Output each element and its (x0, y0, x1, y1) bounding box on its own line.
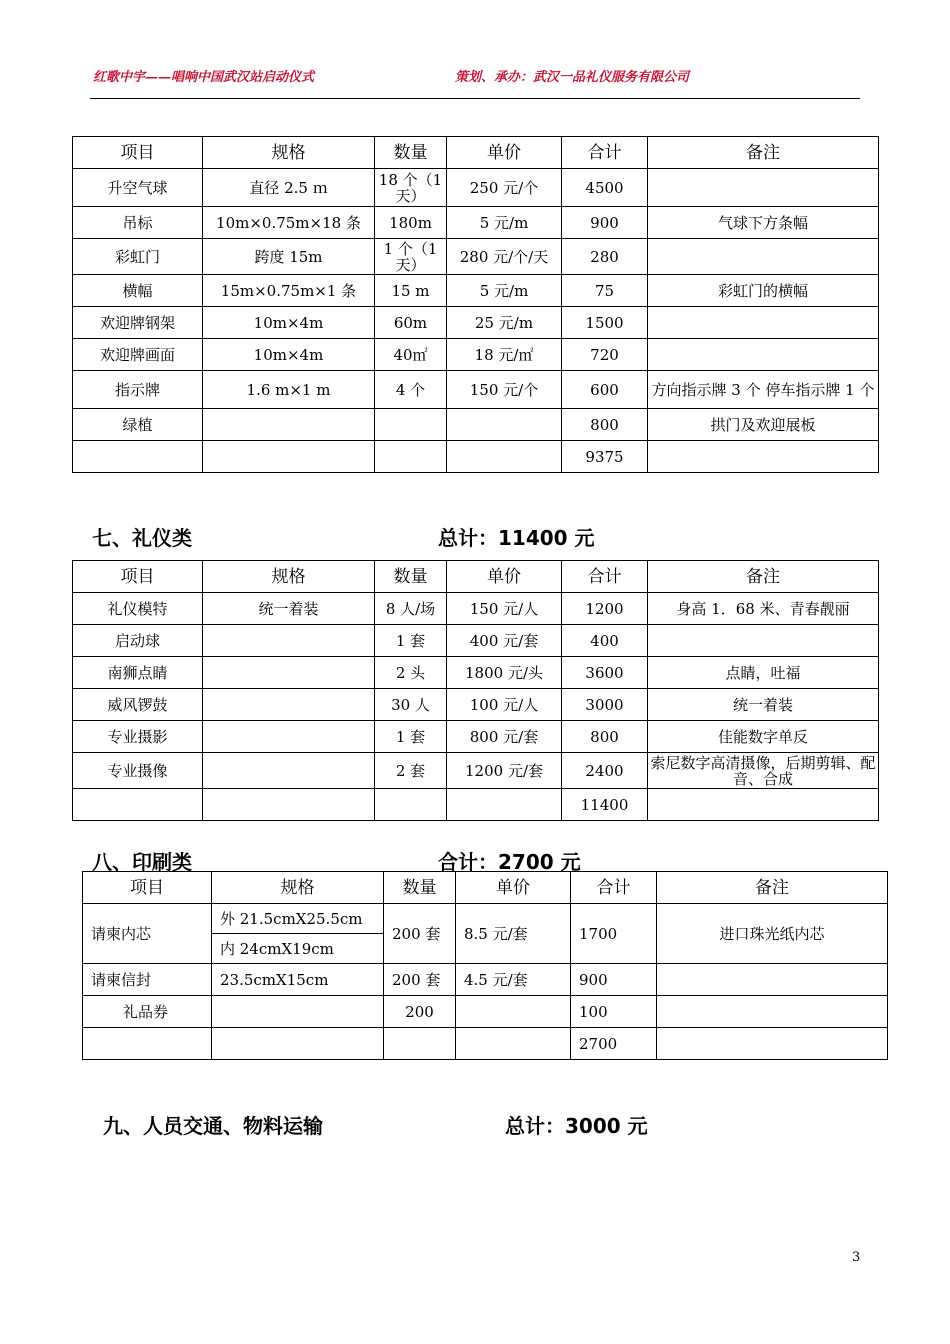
cell-price (447, 409, 562, 441)
cell-spec: 1.6 m×1 m (203, 371, 375, 409)
header-right-organizer: 策划、承办：武汉一品礼仪服务有限公司 (455, 70, 690, 85)
cell-total: 1500 (562, 307, 648, 339)
cell-price: 800 元/套 (447, 721, 562, 753)
cell-qty: 30 人 (375, 689, 447, 721)
cell-total: 75 (562, 275, 648, 307)
cell-note: 身高 1．68 米、青春靓丽 (648, 593, 879, 625)
cell-qty: 1 套 (375, 721, 447, 753)
col-header-price: 单价 (447, 561, 562, 593)
cell-qty (375, 789, 447, 821)
cell-price (447, 441, 562, 473)
invite-item: 请柬内芯 (83, 904, 212, 964)
cell-item: 升空气球 (73, 169, 203, 207)
table-row (83, 904, 888, 934)
cell-note (648, 339, 879, 371)
cell-total: 280 (562, 239, 648, 275)
cell-item: 礼品券 (83, 996, 212, 1028)
cell-note (648, 441, 879, 473)
invite-price: 8.5 元/套 (456, 904, 571, 964)
col-header-price: 单价 (456, 872, 571, 904)
cell-note (648, 239, 879, 275)
page-number: 3 (852, 1250, 861, 1265)
cell-total: 400 (562, 625, 648, 657)
col-header-qty: 数量 (384, 872, 456, 904)
col-header-total: 合计 (571, 872, 657, 904)
cell-note: 气球下方条幅 (648, 207, 879, 239)
section9-total: 总计：3000 元 (505, 1114, 648, 1138)
cell-note: 索尼数字高清摄像，后期剪辑、配音、合成 (648, 753, 879, 789)
cell-item: 专业摄像 (73, 753, 203, 789)
cell-price: 100 元/人 (447, 689, 562, 721)
cell-note: 拱门及欢迎展板 (648, 409, 879, 441)
cell-item: 横幅 (73, 275, 203, 307)
cell-item (73, 789, 203, 821)
section7-heading (92, 522, 595, 551)
cell-total: 11400 (562, 789, 648, 821)
cell-note (657, 996, 888, 1028)
table-row (73, 593, 879, 625)
table-row (73, 307, 879, 339)
cell-qty: 1 个（1 天） (375, 239, 447, 275)
cell-total: 100 (571, 996, 657, 1028)
table-row (73, 753, 879, 789)
table-header-row (83, 872, 888, 904)
cell-qty: 200 (384, 996, 456, 1028)
cell-price: 4.5 元/套 (456, 964, 571, 996)
col-header-price: 单价 (447, 137, 562, 169)
cell-item: 彩虹门 (73, 239, 203, 275)
cell-qty: 8 人/场 (375, 593, 447, 625)
cell-spec: 10m×4m (203, 307, 375, 339)
cell-price: 5 元/m (447, 275, 562, 307)
table-header-row (73, 561, 879, 593)
table-row (73, 275, 879, 307)
cell-spec (203, 753, 375, 789)
cell-price: 400 元/套 (447, 625, 562, 657)
cell-spec (212, 996, 384, 1028)
cell-qty: 2 套 (375, 753, 447, 789)
cell-total: 900 (571, 964, 657, 996)
cell-qty: 18 个（1 天） (375, 169, 447, 207)
table-row (83, 996, 888, 1028)
cell-total: 900 (562, 207, 648, 239)
section9-title: 九、人员交通、物料运输 (103, 1114, 323, 1138)
cell-spec (203, 657, 375, 689)
cell-total: 2400 (562, 753, 648, 789)
section8-title: 八、印刷类 (92, 850, 192, 874)
cell-price: 150 元/人 (447, 593, 562, 625)
invite-qty: 200 套 (384, 904, 456, 964)
cell-price: 5 元/m (447, 207, 562, 239)
table-row (73, 721, 879, 753)
invite-spec-inner: 内 24cmX19cm (212, 934, 384, 964)
table-row (73, 689, 879, 721)
cell-total: 2700 (571, 1028, 657, 1060)
table-row (73, 371, 879, 409)
materials-table (72, 136, 879, 473)
cell-note (648, 307, 879, 339)
cell-price: 1800 元/头 (447, 657, 562, 689)
cell-note (648, 169, 879, 207)
col-header-note: 备注 (648, 561, 879, 593)
cell-spec: 跨度 15m (203, 239, 375, 275)
cell-total: 1200 (562, 593, 648, 625)
cell-total: 800 (562, 721, 648, 753)
col-header-qty: 数量 (375, 137, 447, 169)
col-header-spec: 规格 (203, 137, 375, 169)
cell-item: 请柬信封 (83, 964, 212, 996)
cell-note: 佳能数字单反 (648, 721, 879, 753)
cell-qty (375, 441, 447, 473)
table-row (73, 207, 879, 239)
cell-price: 150 元/个 (447, 371, 562, 409)
section7-total: 总计：11400 元 (438, 526, 595, 550)
table-row (73, 409, 879, 441)
cell-item (83, 1028, 212, 1060)
cell-qty: 180m (375, 207, 447, 239)
cell-item: 专业摄影 (73, 721, 203, 753)
cell-note (648, 625, 879, 657)
table-row (73, 657, 879, 689)
cell-price (456, 996, 571, 1028)
cell-total: 720 (562, 339, 648, 371)
cell-spec (203, 441, 375, 473)
cell-price: 18 元/㎡ (447, 339, 562, 371)
cell-total: 800 (562, 409, 648, 441)
cell-item: 启动球 (73, 625, 203, 657)
cell-price: 250 元/个 (447, 169, 562, 207)
cell-spec: 23.5cmX15cm (212, 964, 384, 996)
cell-spec (203, 789, 375, 821)
cell-qty: 60m (375, 307, 447, 339)
cell-item: 指示牌 (73, 371, 203, 409)
cell-spec: 统一着装 (203, 593, 375, 625)
cell-item: 欢迎牌画面 (73, 339, 203, 371)
cell-spec: 15m×0.75m×1 条 (203, 275, 375, 307)
cell-total: 3000 (562, 689, 648, 721)
cell-spec (203, 721, 375, 753)
cell-note: 彩虹门的横幅 (648, 275, 879, 307)
col-header-item: 项目 (73, 561, 203, 593)
cell-item: 欢迎牌钢架 (73, 307, 203, 339)
table-row (73, 441, 879, 473)
printing-table (82, 871, 888, 1060)
col-header-item: 项目 (83, 872, 212, 904)
col-header-spec: 规格 (212, 872, 384, 904)
cell-note: 点睛，吐福 (648, 657, 879, 689)
col-header-note: 备注 (657, 872, 888, 904)
cell-qty: 1 套 (375, 625, 447, 657)
cell-total: 3600 (562, 657, 648, 689)
col-header-qty: 数量 (375, 561, 447, 593)
cell-note: 统一着装 (648, 689, 879, 721)
cell-qty: 15 m (375, 275, 447, 307)
cell-item: 南狮点睛 (73, 657, 203, 689)
table-row (73, 625, 879, 657)
table-row (73, 339, 879, 371)
cell-note (648, 789, 879, 821)
cell-spec: 直径 2.5 ｍ (203, 169, 375, 207)
table-row (73, 169, 879, 207)
cell-note (657, 1028, 888, 1060)
cell-item: 礼仪模特 (73, 593, 203, 625)
invite-spec-outer: 外 21.5cmX25.5cm (212, 904, 384, 934)
invite-total: 1700 (571, 904, 657, 964)
cell-spec (212, 1028, 384, 1060)
cell-total: 600 (562, 371, 648, 409)
cell-spec: 10m×4m (203, 339, 375, 371)
cell-note (657, 964, 888, 996)
col-header-total: 合计 (562, 561, 648, 593)
section7-title: 七、礼仪类 (92, 526, 192, 550)
col-header-item: 项目 (73, 137, 203, 169)
section8-total: 合计：2700 元 (438, 850, 581, 874)
cell-item: 吊标 (73, 207, 203, 239)
col-header-total: 合计 (562, 137, 648, 169)
invite-note: 进口珠光纸内芯 (657, 904, 888, 964)
table-row (83, 1028, 888, 1060)
cell-price (447, 789, 562, 821)
table-header-row (73, 137, 879, 169)
cell-item: 绿植 (73, 409, 203, 441)
col-header-spec: 规格 (203, 561, 375, 593)
cell-qty: 200 套 (384, 964, 456, 996)
cell-spec (203, 409, 375, 441)
etiquette-table (72, 560, 879, 821)
cell-note: 方向指示牌 3 个 停车指示牌 1 个 (648, 371, 879, 409)
table-row (73, 239, 879, 275)
cell-qty (384, 1028, 456, 1060)
table-row (73, 789, 879, 821)
cell-total: 4500 (562, 169, 648, 207)
cell-price: 25 元/m (447, 307, 562, 339)
cell-price (456, 1028, 571, 1060)
cell-price: 280 元/个/天 (447, 239, 562, 275)
cell-item: 威风锣鼓 (73, 689, 203, 721)
cell-qty: 2 头 (375, 657, 447, 689)
cell-qty: 40㎡ (375, 339, 447, 371)
cell-price: 1200 元/套 (447, 753, 562, 789)
col-header-note: 备注 (648, 137, 879, 169)
table-row (83, 964, 888, 996)
cell-spec: 10m×0.75m×18 条 (203, 207, 375, 239)
section9-heading (103, 1110, 648, 1139)
cell-spec (203, 689, 375, 721)
cell-qty: 4 个 (375, 371, 447, 409)
cell-qty (375, 409, 447, 441)
header-divider (90, 98, 860, 99)
cell-item (73, 441, 203, 473)
cell-spec (203, 625, 375, 657)
cell-total: 9375 (562, 441, 648, 473)
header-left-title: 红歌中宇——唱响中国武汉站启动仪式 (93, 70, 315, 85)
